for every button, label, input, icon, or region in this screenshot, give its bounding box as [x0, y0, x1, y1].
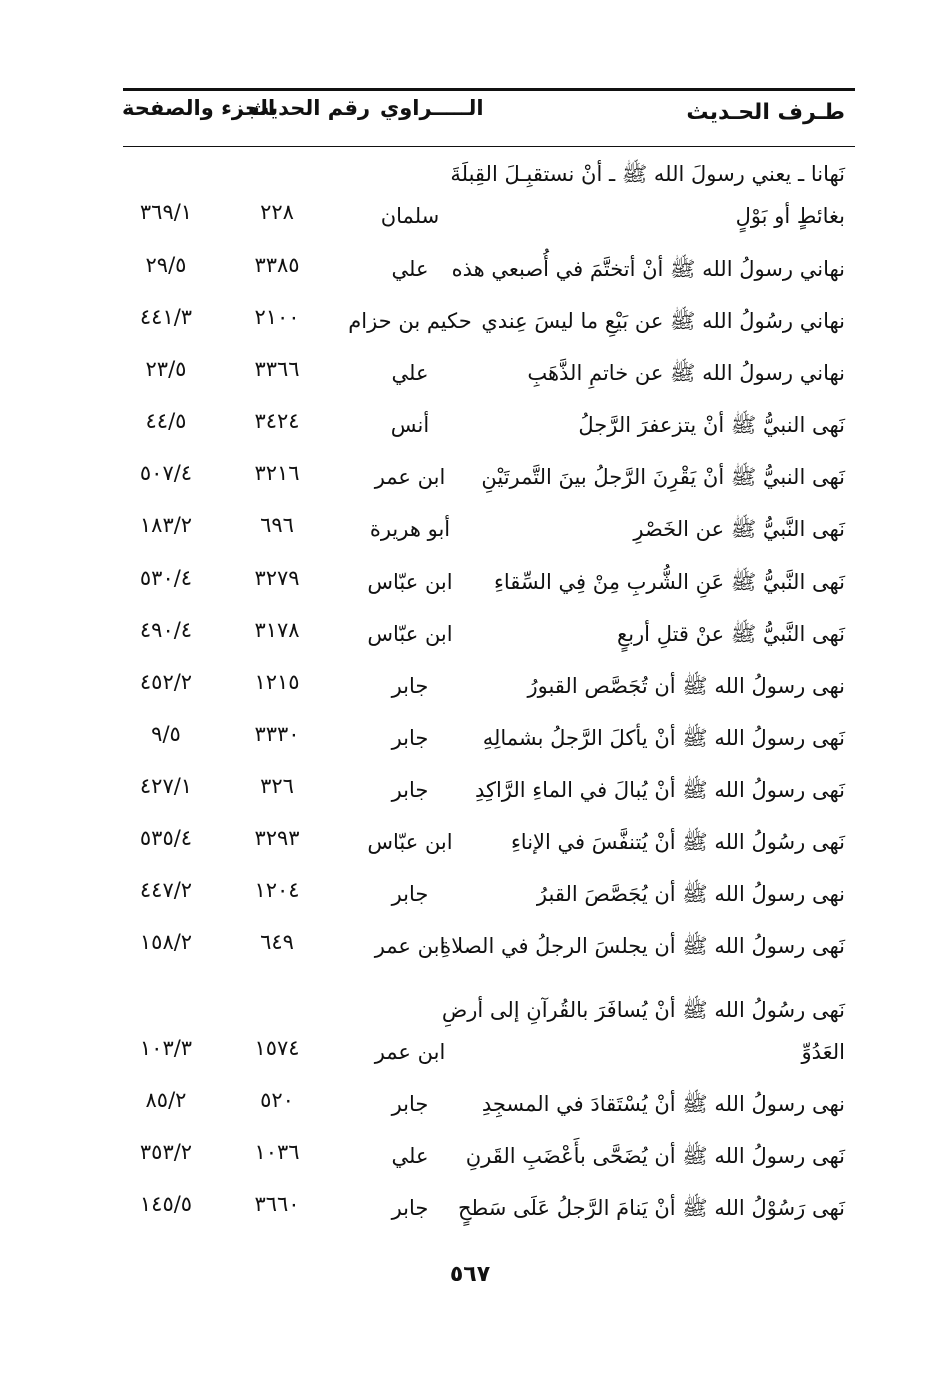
hadith-number: ٣٣٦٦ [254, 357, 300, 381]
hadith-text: نَهى رَسُوْلُ الله ﷺ أنْ يَنامَ الرَّجلُ عَلَى سَطحٍ [458, 1196, 845, 1220]
hadith-text: نَهى رسولُ الله ﷺ أن يجلسَ الرجلُ في الصلاةِ [440, 934, 845, 958]
hadith-number: ٥٢٠ [260, 1088, 294, 1112]
narrator: علي [391, 1144, 429, 1168]
hadith-text: نَهى النَّبيُّ ﷺ عَنِ الشُّربِ مِنْ فِي السِّقاءِ [493, 570, 845, 594]
volume-page: ٩/٥ [151, 722, 181, 746]
narrator: ابن عمر [374, 934, 446, 958]
hadith-number: ٣٦٦٠ [254, 1192, 300, 1216]
hadith-text: نَهى رسولُ الله ﷺ أنْ يأكلَ الرَّجلُ بشمالِهِ [482, 726, 845, 750]
narrator: علي [391, 257, 429, 281]
narrator: ابن عمر [374, 1040, 446, 1064]
volume-page: ١٨٣/٢ [139, 513, 193, 537]
narrator: حكيم بن حزام [348, 309, 472, 333]
hadith-text: نهاني رسولُ الله ﷺ أنْ أتختَّمَ في أُصبعي هذه [451, 257, 845, 281]
volume-page: ١٤٥/٥ [139, 1192, 193, 1216]
hadith-text-continued: العَدُوِّ [801, 1040, 845, 1064]
narrator: ابن عمر [374, 465, 446, 489]
narrator: جابر [391, 726, 429, 750]
narrator: جابر [391, 1196, 429, 1220]
hadith-text: نَهى رسولُ الله ﷺ أنْ يُبالَ في الماءِ الرَّاكِدِ [474, 778, 845, 802]
hadith-number: ٣٣٨٥ [254, 253, 300, 277]
hadith-number: ١٥٧٤ [254, 1036, 300, 1060]
hadith-text: نَهى النَّبيُّ ﷺ عن الخَصْرِ [633, 517, 845, 541]
narrator: سلمان [380, 204, 440, 228]
hadith-number: ١٢٠٤ [254, 878, 300, 902]
volume-page: ٣٥٣/٢ [139, 1140, 193, 1164]
hadith-text: نَهى رسُولُ الله ﷺ أنْ يُتنفَّسَ في الإناءِ [510, 830, 845, 854]
hadith-text: نهى رسولُ الله ﷺ أن تُجَصَّص القبورُ [527, 674, 845, 698]
narrator: ابن عبّاس [367, 570, 453, 594]
page-number: ٥٦٧ [449, 1262, 491, 1287]
narrator: جابر [391, 1092, 429, 1116]
hadith-text: نَهى النبيُّ ﷺ أنْ يتزعفرَ الرَّجلُ [578, 413, 845, 437]
volume-page: ٤٤١/٣ [139, 305, 193, 329]
hadith-text: نَهى رسُولُ الله ﷺ أنْ يُسافَرَ بالقُرآنِ إلى أرضِ [441, 998, 845, 1022]
hadith-text: نَهى النَّبيُّ ﷺ عنْ قتلِ أربعٍ [617, 622, 845, 646]
narrator: جابر [391, 882, 429, 906]
header-hadith-text: طـرف الحـديث [686, 100, 845, 125]
hadith-text: نَهانا ـ يعني رسولَ الله ﷺ ـ أنْ نستقبِـلَ القِبلَةَ [450, 162, 845, 186]
volume-page: ٣٦٩/١ [139, 200, 193, 224]
narrator: أبو هريرة [369, 517, 451, 541]
hadith-number: ١٢١٥ [254, 670, 300, 694]
hadith-number: ٣٣٣٠ [254, 722, 300, 746]
hadith-number: ٣٢١٦ [254, 461, 300, 485]
hadith-text: نهى رسولُ الله ﷺ أن يُجَصَّصَ القبرُ [536, 882, 845, 906]
hadith-number: ٢٢٨ [260, 200, 294, 224]
hadith-text: نهاني رسولُ الله ﷺ عن خاتمِ الذَّهَبِ [527, 361, 845, 385]
volume-page: ٥٠٧/٤ [139, 461, 193, 485]
hadith-number: ٦٤٩ [260, 930, 294, 954]
hadith-number: ٣٢٧٩ [254, 566, 300, 590]
narrator: أنس [390, 413, 430, 437]
header-volume-page: الجزء والصفحة [122, 96, 276, 120]
hadith-text: نَهى رسولُ الله ﷺ أن يُضَحَّى بأَعْضَبِ القَرنِ [465, 1144, 845, 1168]
volume-page: ٢٣/٥ [145, 357, 187, 381]
volume-page: ٤٤/٥ [145, 409, 187, 433]
hadith-text: نَهى النبيُّ ﷺ أنْ يَقْرِنَ الرَّجلُ بينَ التَّمرتَيْنِ [481, 465, 845, 489]
header-narrator: الـــــراوي [380, 96, 484, 120]
narrator: ابن عبّاس [367, 830, 453, 854]
volume-page: ٤٩٠/٤ [139, 618, 193, 642]
volume-page: ١٠٣/٣ [139, 1036, 193, 1060]
narrator: جابر [391, 778, 429, 802]
volume-page: ٥٣٠/٤ [139, 566, 193, 590]
hadith-number: ١٠٣٦ [254, 1140, 300, 1164]
narrator: جابر [391, 674, 429, 698]
hadith-text-continued: بغائطٍ أو بَوْلٍ [735, 204, 845, 228]
narrator: علي [391, 361, 429, 385]
hadith-number: ٣٢٦ [260, 774, 294, 798]
header-hadith-number: رقم الحديث [248, 96, 371, 120]
volume-page: ٨٥/٢ [145, 1088, 187, 1112]
volume-page: ١٥٨/٢ [139, 930, 193, 954]
narrator: ابن عبّاس [367, 622, 453, 646]
volume-page: ٢٩/٥ [145, 253, 187, 277]
volume-page: ٤٢٧/١ [139, 774, 193, 798]
hadith-number: ٢١٠٠ [254, 305, 300, 329]
volume-page: ٤٥٢/٢ [139, 670, 193, 694]
hadith-text: نهاني رسُولُ الله ﷺ عن بَيْعِ ما ليسَ عِندي [481, 309, 845, 333]
hadith-number: ٦٩٦ [260, 513, 294, 537]
volume-page: ٥٣٥/٤ [139, 826, 193, 850]
hadith-number: ٣٢٩٣ [254, 826, 300, 850]
hadith-number: ٣١٧٨ [254, 618, 300, 642]
hadith-text: نهى رسولُ الله ﷺ أنْ يُسْتَقادَ في المسجِدِ [481, 1092, 845, 1116]
volume-page: ٤٤٧/٢ [139, 878, 193, 902]
hadith-number: ٣٤٢٤ [254, 409, 300, 433]
